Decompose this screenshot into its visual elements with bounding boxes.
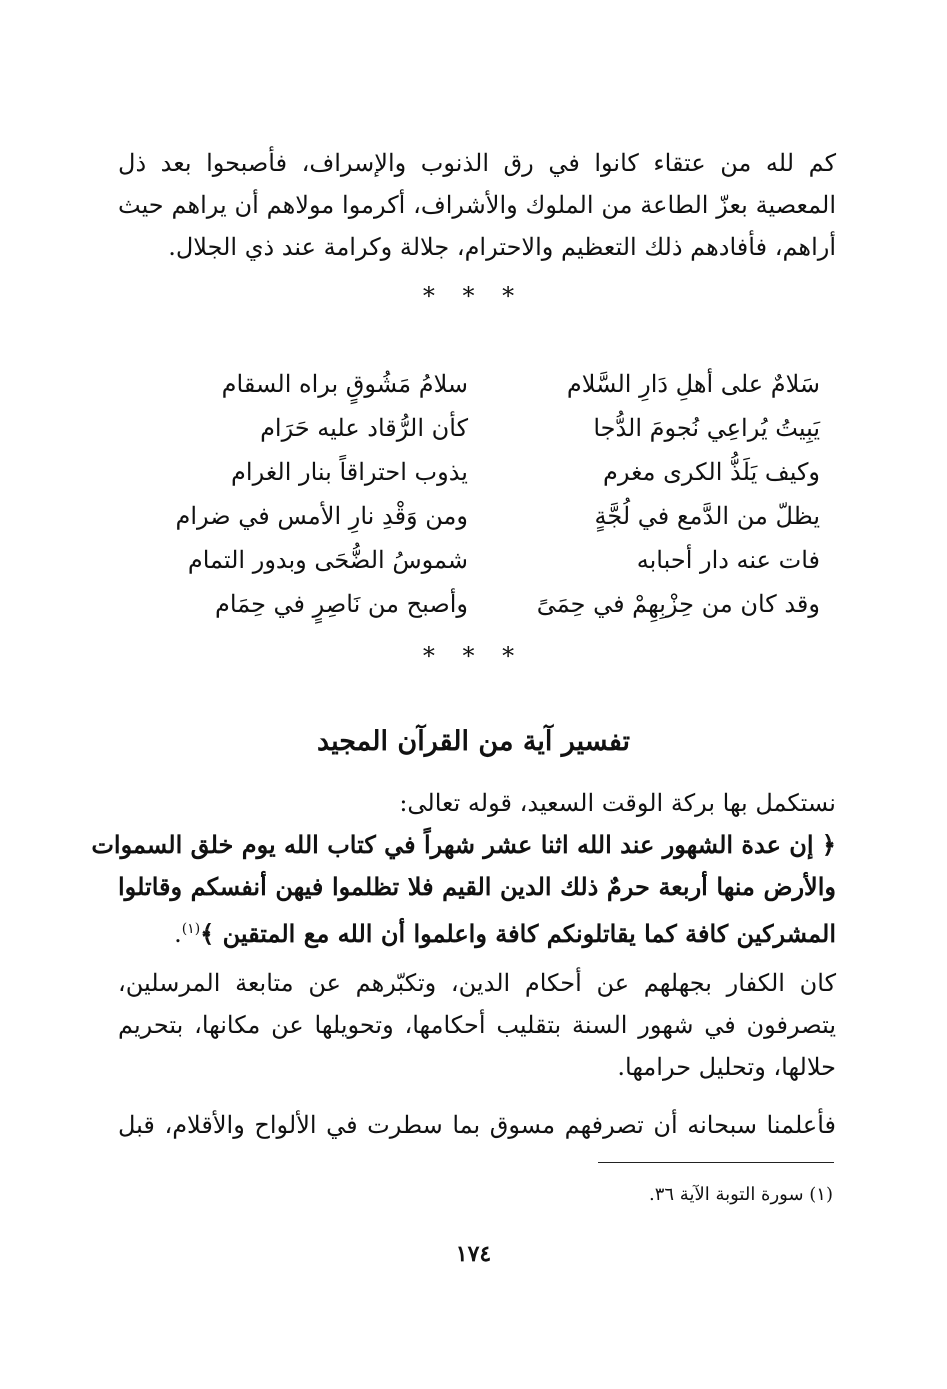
verse-line-text: المشركين كافة كما يقاتلونكم كافة واعلموا أن الله مع المتقين ﴾ — [200, 919, 836, 948]
poem-verse-first: فات عنه دار أحبابه — [636, 546, 820, 574]
poem-row — [110, 450, 850, 494]
paragraph-line: أراهم، فأفادهم ذلك التعظيم والاحترام، جلالة وكرامة عند ذي الجلال. — [168, 233, 836, 261]
poem-row — [110, 362, 850, 406]
poem-verse-second: يذوب احتراقاً بنار الغرام — [231, 458, 468, 486]
quran-verse — [91, 824, 836, 955]
paragraph-line: يتصرفون في شهور السنة بتقليب أحكامها، وتحويلها عن مكانها، بتحريم — [118, 1011, 836, 1039]
page-number: ١٧٤ — [455, 1241, 492, 1267]
verse-intro — [118, 782, 836, 824]
poem-row — [110, 406, 850, 450]
verse-line: والأرض منها أربعة حرمٌ ذلك الدين القيم فلا تظلموا فيهن أنفسكم وقاتلوا — [118, 872, 836, 901]
poem-verse-second: كأن الرُّقاد عليه حَرَام — [260, 414, 468, 442]
poem — [110, 362, 850, 628]
footnote-reference: (١) — [181, 921, 201, 937]
paragraph-line: كم لله من عتقاء كانوا في رق الذنوب والإسراف، فأصبحوا بعد ذل — [118, 149, 836, 177]
section-separator: * * * — [422, 282, 525, 310]
paragraph-line: حلالها، وتحليل حرامها. — [617, 1053, 836, 1081]
paragraph-line: نستكمل بها بركة الوقت السعيد، قوله تعالى: — [399, 789, 836, 817]
paragraph-line: المعصية بعزّ الطاعة من الملوك والأشراف، أكرموا مولاهم أن يراهم حيث — [118, 191, 836, 219]
poem-verse-first: وقد كان من حِزْبِهِمْ في حِمَىً — [536, 590, 820, 618]
poem-verse-first: يَبِيتُ يُراعِي نُجومَ الدُّجا — [593, 414, 820, 442]
paragraph-3 — [118, 1104, 836, 1146]
poem-row — [110, 494, 850, 538]
verse-line: ﴿ إن عدة الشهور عند الله اثنا عشر شهراً في كتاب الله يوم خلق السموات — [91, 830, 836, 859]
poem-verse-second: سلامُ مَشُوقٍ براه السقام — [221, 370, 468, 398]
section-separator: * * * — [422, 642, 525, 670]
paragraph-2 — [118, 962, 836, 1088]
paragraph-line: فأعلمنا سبحانه أن تصرفهم مسوق بما سطرت في الألواح والأقلام، قبل — [118, 1111, 836, 1139]
poem-row — [110, 582, 850, 626]
poem-verse-second: وأصبح من نَاصِرٍ في حِمَام — [215, 590, 468, 618]
poem-verse-second: شموسُ الضُّحَى وبدور التمام — [187, 546, 468, 574]
poem-verse-first: وكيف يَلَذُّ الكرى مغرم — [602, 458, 820, 486]
poem-verse-second: ومن وَقْدِ نارِ الأمس في ضرام — [175, 502, 468, 530]
footnote-divider — [598, 1162, 834, 1163]
footnote: (١) سورة التوبة الآية ٣٦. — [649, 1184, 833, 1205]
poem-row — [110, 538, 850, 582]
poem-verse-first: يظلّ من الدَّمع في لُجَّةٍ — [594, 502, 820, 530]
intro-paragraph — [118, 142, 836, 268]
verse-line — [118, 908, 836, 955]
section-heading: تفسير آية من القرآن المجيد — [316, 726, 631, 757]
paragraph-line: كان الكفار بجهلهم عن أحكام الدين، وتكبّرهم عن متابعة المرسلين، — [118, 969, 836, 997]
sentence-period: . — [174, 920, 182, 948]
poem-verse-first: سَلامٌ على أهلِ دَارِ السَّلام — [566, 370, 820, 398]
